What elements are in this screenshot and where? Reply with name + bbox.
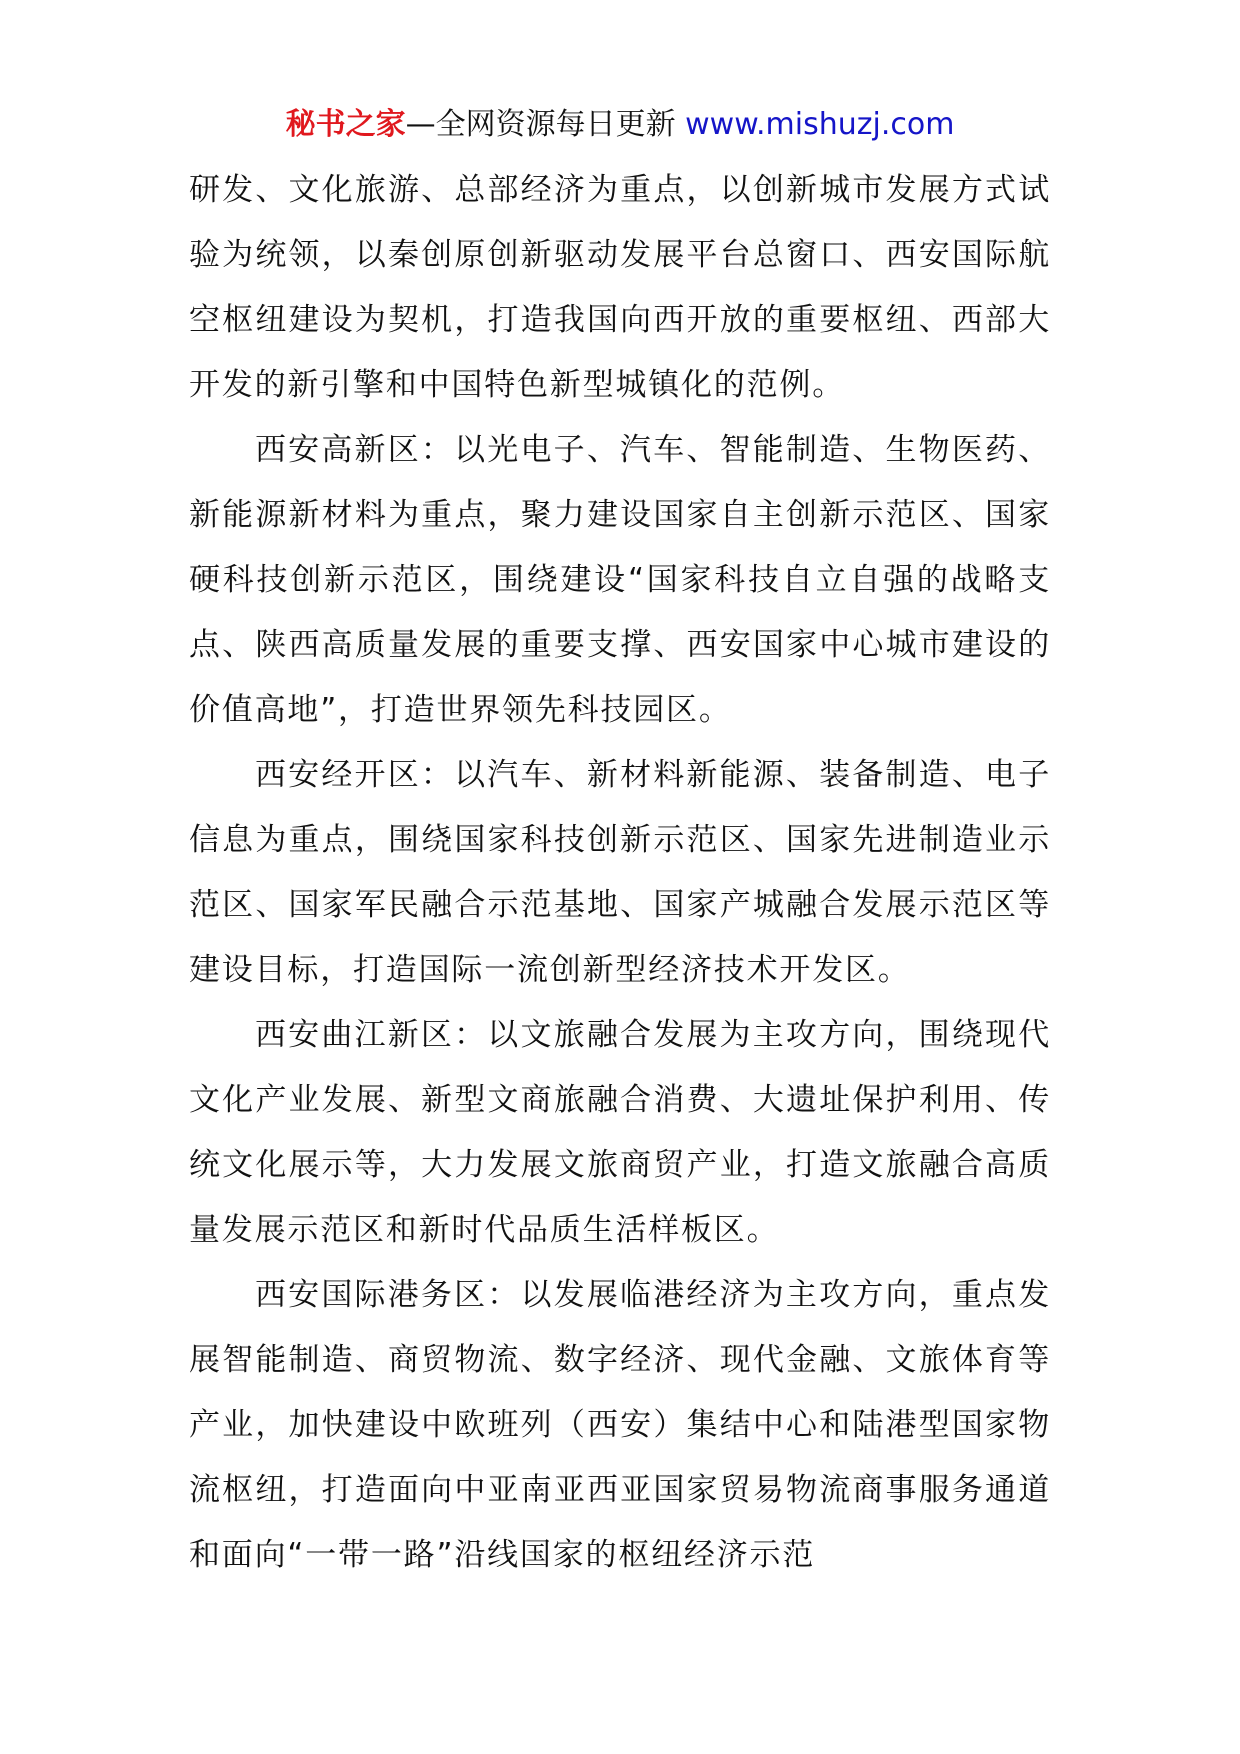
document-body <box>189 158 1051 1588</box>
header-brand: 秘书之家 <box>285 107 406 142</box>
paragraph-5: 西安国际港务区：以发展临港经济为主攻方向，重点发展智能制造、商贸物流、数字经济、现代金融、文旅体育等产业，加快建设中欧班列（西安）集结中心和陆港型国家物流枢纽，打造面向中亚南亚西亚国家贸易物流商事服务通道和面向“一带一路”沿线国家的枢纽经济示范 <box>189 1277 1051 1573</box>
paragraph-2: 西安高新区：以光电子、汽车、智能制造、生物医药、新能源新材料为重点，聚力建设国家自主创新示范区、国家硬科技创新示范区，围绕建设“国家科技自立自强的战略支点、陕西高质量发展的重要支撑、西安国家中心城市建设的价值高地”，打造世界领先科技园区。 <box>189 432 1051 728</box>
header-tagline: —全网资源每日更新 <box>405 107 686 142</box>
paragraph-3: 西安经开区：以汽车、新材料新能源、装备制造、电子信息为重点，围绕国家科技创新示范区、国家先进制造业示范区、国家军民融合示范基地、国家产城融合发展示范区等建设目标，打造国际一流创新型经济技术开发区。 <box>189 757 1051 988</box>
header-url-link[interactable]: www.mishuzj.com <box>685 107 955 142</box>
paragraph-4: 西安曲江新区：以文旅融合发展为主攻方向，围绕现代文化产业发展、新型文商旅融合消费、大遗址保护利用、传统文化展示等，大力发展文旅商贸产业，打造文旅融合高质量发展示范区和新时代品质生活样板区。 <box>189 1017 1051 1248</box>
page-header <box>0 100 1240 150</box>
paragraph-1: 研发、文化旅游、总部经济为重点，以创新城市发展方式试验为统领，以秦创原创新驱动发展平台总窗口、西安国际航空枢纽建设为契机，打造我国向西开放的重要枢纽、西部大开发的新引擎和中国特色新型城镇化的范例。 <box>189 172 1051 403</box>
